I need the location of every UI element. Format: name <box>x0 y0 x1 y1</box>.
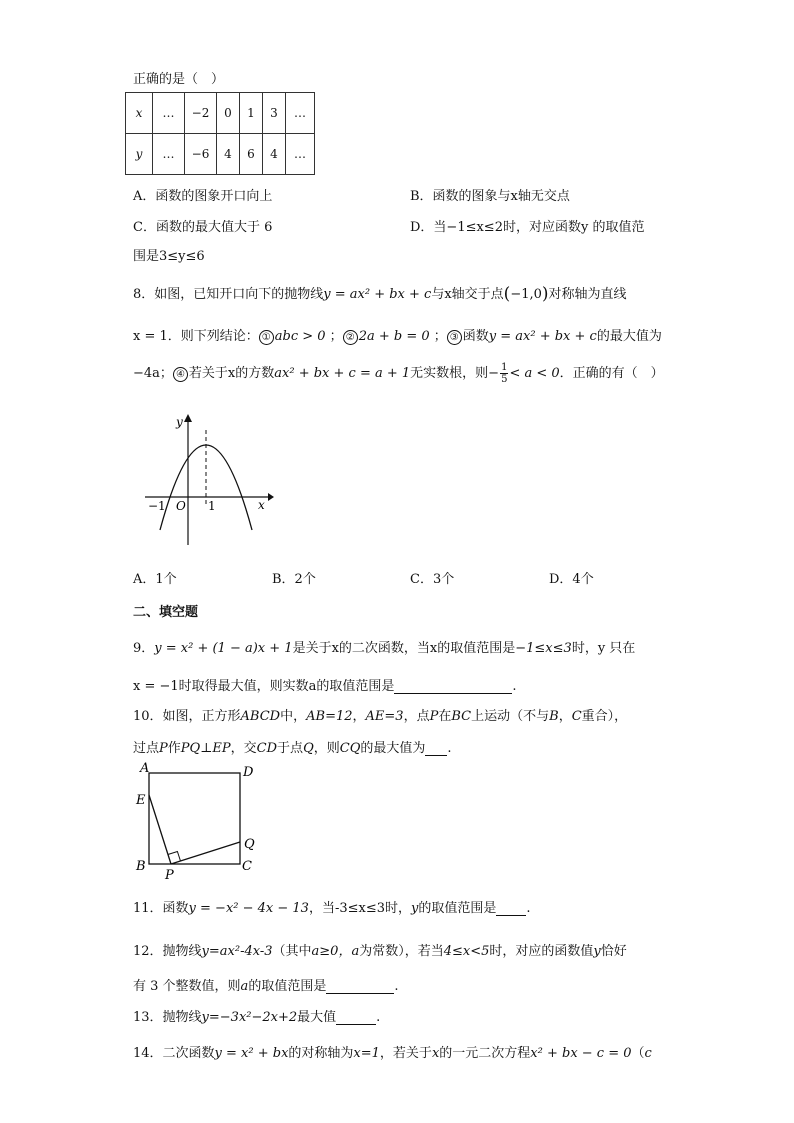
table-cell: x <box>126 93 153 134</box>
fig-label-q: Q <box>244 837 255 852</box>
graph-label-neg1: −1 <box>148 499 166 513</box>
table-cell: … <box>153 93 185 134</box>
q12-line-1: 12．抛物线y=ax²-4x-3（其中a≥0，a为常数），若当4≤x<5时，对应的函数值y恰好 <box>133 944 627 959</box>
table-cell: 4 <box>217 134 240 175</box>
fig-label-c: C <box>242 859 252 874</box>
q8-line-1: 8．如图，已知开口向下的抛物线y = ax² + bx + c与x轴交于点(−1,0)对称轴为直线 <box>133 284 627 304</box>
q7-option-b: B．函数的图象与x轴无交点 <box>410 189 570 204</box>
q13-line: 13．抛物线y=−3x²−2x+2最大值 . <box>133 1010 381 1025</box>
q13-answer-blank <box>336 1024 376 1025</box>
table-cell: −6 <box>185 134 217 175</box>
table-cell: 0 <box>217 93 240 134</box>
table-cell: −2 <box>185 93 217 134</box>
table-cell: 4 <box>263 134 286 175</box>
section-heading-fill-in: 二、填空题 <box>133 605 199 620</box>
graph-label-y: y <box>176 415 183 429</box>
fig-label-d: D <box>243 765 254 780</box>
table-cell: … <box>286 93 315 134</box>
q8-parabola-graph <box>140 410 275 550</box>
q8-option-b: B．2个 <box>272 572 316 587</box>
q9-answer-blank <box>394 693 512 694</box>
table-cell: 3 <box>263 93 286 134</box>
q9-line-2: x = −1时取得最大值，则实数a的取值范围是 . <box>133 679 517 694</box>
segment-ep <box>149 795 171 864</box>
table-cell: … <box>153 134 185 175</box>
q10-answer-blank <box>425 755 447 756</box>
q10-square-figure <box>130 758 270 883</box>
graph-label-one: 1 <box>208 499 216 513</box>
x-axis-arrow <box>268 493 274 501</box>
q7-option-d-cont: 围是3≤y≤6 <box>133 249 205 264</box>
table-cell: … <box>286 134 315 175</box>
square-abcd <box>149 773 240 864</box>
graph-label-origin: O <box>176 499 186 513</box>
q14-line: 14．二次函数y = x² + bx的对称轴为x=1，若关于x的一元二次方程x² + bx − c = 0（c <box>133 1046 652 1061</box>
fig-label-p: P <box>165 868 174 883</box>
q7-option-a: A．函数的图象开口向上 <box>133 189 273 204</box>
segment-pq <box>171 842 240 864</box>
table-row-x <box>126 93 315 134</box>
table-cell: 6 <box>240 134 263 175</box>
table-row-y <box>126 134 315 175</box>
q8-line-2: x = 1．则下列结论： ① abc > 0 ； ② 2a + b = 0 ； ③ 函数y = ax² + bx + c的最大值为 <box>133 329 662 344</box>
q10-line-1: 10．如图，正方形ABCD中，AB=12，AE=3，点P在BC上运动（不与B，C重合）， <box>133 709 628 724</box>
xy-value-table <box>125 92 315 175</box>
q8-option-a: A．1个 <box>133 572 177 587</box>
q8-line-3: −4a； ④ 若关于x的方数ax² + bx + c = a + 1无实数根，则− $\frac{1}{5}$ < a < 0．正确的有（ ） <box>133 362 664 385</box>
y-axis-arrow <box>184 414 192 422</box>
fig-label-b: B <box>136 859 146 874</box>
q9-line-1: 9．y = x² + (1 − a)x + 1是关于x的二次函数，当x的取值范围是−1≤x≤3时，y 只在 <box>133 641 636 656</box>
q12-answer-blank <box>326 993 394 994</box>
q10-line-2: 过点P作PQ⊥EP，交CD于点Q，则CQ的最大值为 . <box>133 741 452 756</box>
q8-option-c: C．3个 <box>410 572 455 587</box>
graph-label-x: x <box>258 498 265 512</box>
table-cell: 1 <box>240 93 263 134</box>
table-cell: y <box>126 134 153 175</box>
q11-line: 11．函数y = −x² − 4x − 13，当-3≤x≤3时，y的取值范围是 . <box>133 901 531 916</box>
q12-line-2: 有 3 个整数值，则a的取值范围是 . <box>133 979 399 994</box>
q8-option-d: D．4个 <box>549 572 594 587</box>
fig-label-e: E <box>136 793 146 808</box>
q7-option-d: D．当−1≤x≤2时，对应函数y 的取值范 <box>410 220 645 235</box>
q7-option-c: C．函数的最大值大于 6 <box>133 220 273 235</box>
q7-stem-tail: 正确的是（ ） <box>133 72 225 87</box>
fig-label-a: A <box>140 761 150 776</box>
q11-answer-blank <box>496 915 526 916</box>
